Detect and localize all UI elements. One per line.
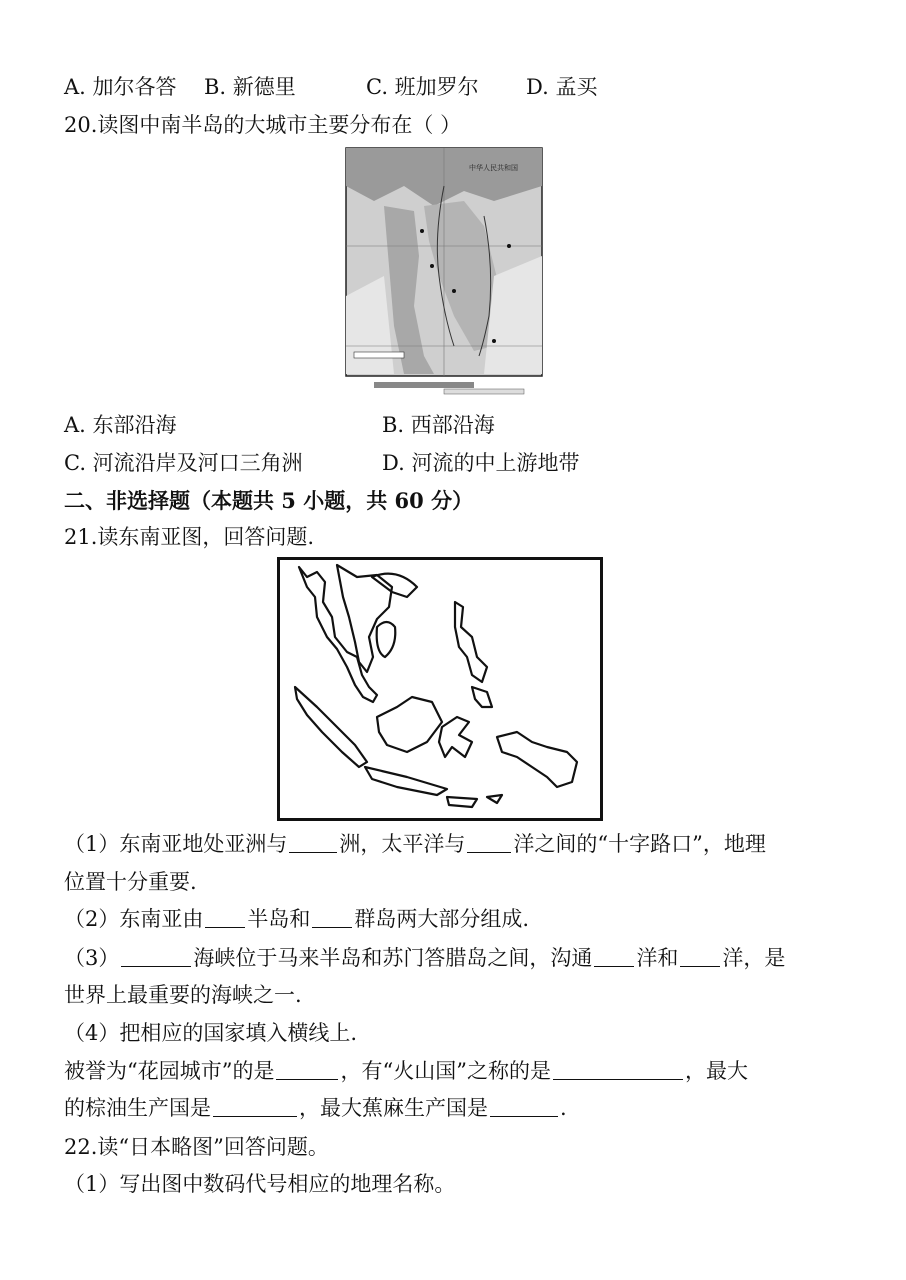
q21-p6-text-a: 的棕油生产国是	[64, 1096, 211, 1120]
q21-blank-peninsula[interactable]	[205, 907, 245, 928]
q21-stem: 21.读东南亚图，回答问题.	[64, 525, 315, 549]
q21-blank-ocean-1[interactable]	[594, 946, 634, 967]
q21-blank-palm-oil[interactable]	[213, 1096, 297, 1117]
q20-option-d[interactable]: D. 河流的中上游地带	[382, 451, 580, 475]
q21-p6-text-b: ，最大蕉麻生产国是	[299, 1096, 488, 1120]
q20-option-c[interactable]: C. 河流沿岸及河口三角洲	[64, 451, 303, 475]
q21-blank-archipelago[interactable]	[312, 907, 352, 928]
q21-blank-ocean[interactable]	[467, 832, 511, 853]
q21-p6-text-c: .	[560, 1096, 567, 1120]
q19-options	[64, 73, 597, 101]
q21-blank-abaca[interactable]	[490, 1096, 558, 1117]
q21-part3-line2: 世界上最重要的海峡之一.	[64, 983, 302, 1007]
q21-blank-garden-city[interactable]	[276, 1059, 338, 1080]
q21-p2-text-c: 群岛两大部分组成.	[354, 907, 530, 931]
q21-part4: （4）把相应的国家填入横线上.	[64, 1021, 358, 1045]
q21-part2	[64, 905, 529, 933]
q22-stem: 22.读“日本略图”回答问题。	[64, 1135, 329, 1159]
q22-part1: （1）写出图中数码代号相应的地理名称。	[64, 1172, 456, 1196]
q20-option-a[interactable]: A. 东部沿海	[64, 413, 177, 437]
southeast-asia-outline-map	[277, 557, 603, 821]
q21-blank-volcano-country[interactable]	[553, 1059, 683, 1080]
q19-option-d[interactable]: D. 孟买	[526, 75, 598, 99]
map1-country-label: 中华人民共和国	[469, 164, 518, 172]
q21-blank-strait[interactable]	[121, 946, 191, 967]
q21-p2-text-a: （2）东南亚由	[64, 907, 204, 931]
q21-p3-text-c: 洋和	[636, 946, 679, 970]
indochina-relief-map	[344, 146, 544, 396]
q21-p5-text-a: 被誉为“花园城市”的是	[64, 1059, 275, 1083]
q20-options-row1	[64, 411, 495, 439]
q21-p3-text-a: （3）	[64, 946, 120, 970]
q21-blank-continent[interactable]	[289, 832, 337, 853]
q19-option-a[interactable]: A. 加尔各答	[64, 75, 177, 99]
q20-options-row2	[64, 449, 579, 477]
q21-part4-line1	[64, 1057, 748, 1085]
q21-p1-text-a: （1）东南亚地处亚洲与	[64, 832, 288, 856]
q21-blank-ocean-2[interactable]	[680, 946, 720, 967]
q21-p5-text-c: ，最大	[684, 1059, 748, 1083]
q21-p3-text-b: 海峡位于马来半岛和苏门答腊岛之间，沟通	[193, 946, 593, 970]
q21-p5-text-b: ，有“火山国”之称的是	[340, 1059, 551, 1083]
q20-stem: 20.读图中南半岛的大城市主要分布在（ ）	[64, 113, 462, 137]
q21-p1-text-c: 洋之间的“十字路口”，地理	[513, 832, 766, 856]
q21-part1-line1	[64, 830, 766, 858]
section-title: 二、非选择题（本题共 5 小题，共 60 分）	[64, 488, 474, 513]
q21-part4-line2	[64, 1094, 567, 1122]
q21-p1-text-b: 洲，太平洋与	[339, 832, 466, 856]
q21-p3-text-d: 洋，是	[722, 946, 786, 970]
q21-p2-text-b: 半岛和	[247, 907, 311, 931]
q21-part3-line1	[64, 944, 785, 972]
q19-option-c[interactable]: C. 班加罗尔	[366, 75, 479, 99]
q21-part1-line2: 位置十分重要.	[64, 870, 197, 894]
q19-option-b[interactable]: B. 新德里	[204, 75, 296, 99]
q20-option-b[interactable]: B. 西部沿海	[382, 413, 495, 437]
